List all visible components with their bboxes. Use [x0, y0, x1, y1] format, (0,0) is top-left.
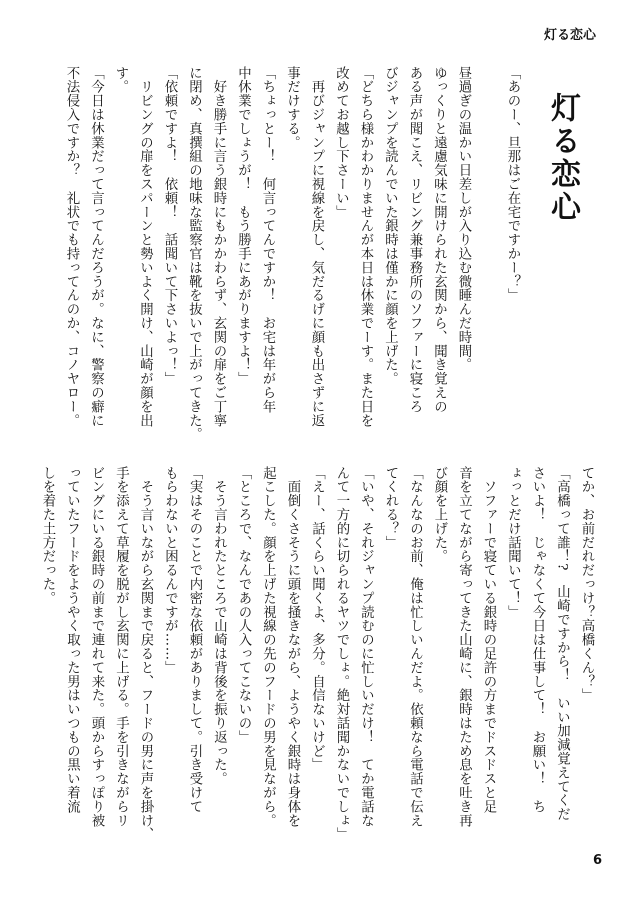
text-line: 「あのー、旦那はご在宅ですかー？」 — [505, 66, 520, 303]
upper-text-block — [54, 66, 524, 446]
text-line: ゆっくりと遠慮気味に開けられた玄関から、聞き覚えの — [431, 66, 447, 414]
text-line: 「依頼ですよ！ 依頼！ 話聞いて下さいよっ！」 — [162, 66, 177, 386]
text-line: 「どちら様かわかりませんが本日は休業でーす。また日を — [358, 66, 373, 428]
text-line: そう言われたところで山崎は背後を振り返った。 — [211, 466, 227, 786]
text-line: リビングの扉をスパーンと勢いよく開け、山崎が顔を出 — [137, 66, 153, 428]
text-line: 「ところで、なんであの人入ってこないの」 — [236, 466, 251, 744]
text-line: 改めてお越し下さーい」 — [333, 66, 349, 219]
lower-text-block — [40, 466, 598, 844]
text-line: 昼過ぎの温かい日差しが入り込む微睡んだ時間。 — [456, 66, 471, 372]
text-line: ある声が聞こえ、リビング兼事務所のソファーに寝ころ — [407, 66, 422, 414]
text-line: 不法侵入ですか？ 礼状でも持ってんのか、コノヤロー。 — [64, 66, 79, 428]
running-header: 灯る恋心 — [543, 28, 596, 43]
text-line: に閉め、真撰組の地味な監察官は靴を抜いで上がってきた。 — [186, 66, 202, 442]
story-title: 灯る恋心 — [545, 92, 580, 224]
text-line: す。 — [113, 66, 128, 94]
text-line: 「高橋って誰！? 山崎ですから！ いい加減覚えてくだ — [554, 466, 570, 822]
text-line: ソファーで寝ている銀時の足許の方までドスドスと足 — [481, 466, 496, 814]
text-line: てか、お前だれだっけ？高橋くん？」 — [579, 466, 594, 703]
text-line: 音を立てながら寄ってきた山崎に、銀時はため息を吐き再 — [456, 466, 472, 828]
text-line: 「今日は休業だって言ってんだろうが。なに、警察の癖に — [88, 66, 104, 428]
text-line: 手を添えて草履を脱がし玄関に上げる。手を引きながらリ — [113, 466, 129, 828]
text-line: 中休業でしょうが！ もう勝手にあがりますよ！」 — [235, 66, 251, 386]
text-line: さいよ！ じゃなくて今日は仕事して！ お願い！ ち — [530, 466, 545, 814]
text-line: 「いや、それジャンプ読むのに忙しいだけ！ てか電話な — [358, 466, 374, 828]
text-line: ょっとだけ話聞いて！」 — [505, 466, 521, 619]
text-line: んて一方的に切られるヤツでしょ。絶対話聞かないでしょ」 — [334, 466, 349, 842]
text-line: 起こした。顔を上げた視線の先のフードの男を見ながら。 — [260, 466, 276, 828]
text-line: 「実はそのことで内密な依頼がありまして。引き受けて — [187, 466, 202, 814]
text-line: 「なんなのお前、俺は忙しいんだよ。依頼なら電話で伝え — [407, 466, 423, 828]
text-line: び顔を上げた。 — [432, 466, 447, 564]
text-line — [475, 66, 500, 446]
page-number: 6 — [592, 853, 602, 868]
text-line: そう言いながら玄関まで戻ると、フードの男に声を掛け、 — [138, 466, 153, 842]
text-line: 面倒くさそうに頭を掻きながら、ようやく銀時は身体を — [285, 466, 300, 828]
text-line: 事だけする。 — [284, 66, 300, 150]
text-line: 「えー、話くらい聞くよ、多分。自信ないけど」 — [309, 466, 325, 772]
text-line: 再びジャンプに視線を戻し、気だるげに顔も出さずに返 — [309, 66, 324, 428]
text-line: もらわないと困るんですが……」 — [162, 466, 178, 675]
text-line: てくれる？」 — [383, 466, 398, 550]
text-line: 「ちょっとー！ 何言ってんですか！ お宅は年がら年 — [260, 66, 275, 414]
text-line: ビングにいる銀時の前まで連れて来た。頭からすっぽり被 — [89, 466, 104, 828]
text-line: 好き勝手に言う銀時にもかかわらず、玄関の扉をご丁寧 — [211, 66, 226, 428]
text-line: びジャンプを読んでいた銀時は僅かに顔を上げた。 — [382, 66, 398, 386]
text-line: しを着た土方だった。 — [40, 466, 55, 605]
text-line: っていたフードをようやく取った男はいつもの黒い着流 — [64, 466, 80, 814]
